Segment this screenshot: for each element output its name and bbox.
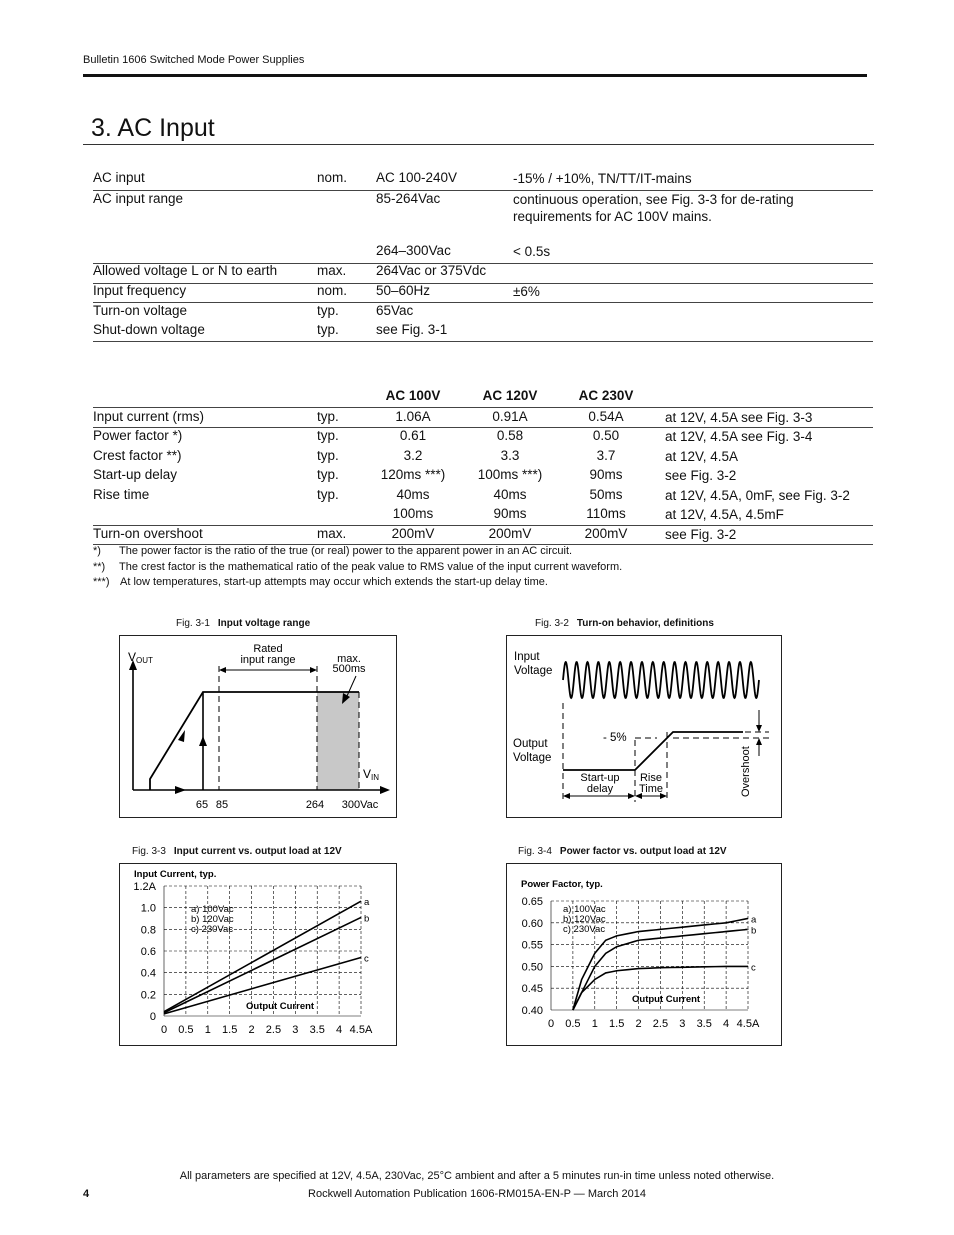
rated-label: Rated xyxy=(253,643,283,655)
publication-info: Rockwell Automation Publication 1606-RM015A-EN-P — March 2014 xyxy=(308,1188,646,1200)
x-tick-label: 3.5 xyxy=(309,1024,325,1036)
input-current-chart xyxy=(120,864,396,1045)
input-voltage-label: Input xyxy=(514,651,540,663)
y-tick-label: 0.2 xyxy=(140,989,156,1002)
pct-label: - 5% xyxy=(603,732,627,744)
series-label-a: a xyxy=(751,914,757,926)
max-label: max. xyxy=(337,653,361,665)
x-axis-title: Output Current xyxy=(632,994,701,1005)
x-tick-label: 0 xyxy=(547,1018,555,1030)
x-tick-label: 2.5 xyxy=(265,1024,282,1036)
x-tick-label: 0.5 xyxy=(565,1018,581,1030)
legend-entry: c) 230Vac xyxy=(563,924,606,935)
fig3-caption: Fig. 3-3 Input current vs. output load at 12V xyxy=(132,846,342,857)
tick-label: 65 xyxy=(195,799,209,811)
row-divider xyxy=(93,302,873,303)
running-header: Bulletin 1606 Switched Mode Power Supplies xyxy=(83,54,305,66)
legend-entry: a) 100Vac xyxy=(191,904,234,915)
x-tick-label: 4.5A xyxy=(349,1024,373,1036)
fig1-caption: Fig. 3-1 Input voltage range xyxy=(176,618,311,629)
header-rule xyxy=(83,74,867,77)
legend-entry: b) 120Vac xyxy=(191,914,234,925)
startup-label: Start-up xyxy=(580,772,620,784)
max-label-2: 500ms xyxy=(332,663,366,675)
x-tick-label: 2 xyxy=(635,1018,642,1030)
y-tick-label: 0.55 xyxy=(521,939,543,952)
title-rule xyxy=(83,144,874,145)
x-tick-label: 3.5 xyxy=(696,1018,712,1030)
vout-label: VOUT xyxy=(128,650,153,665)
y-tick-label: 0.4 xyxy=(140,967,156,980)
y-axis-title: Power Factor, typ. xyxy=(521,879,603,890)
legend-entry: c) 230Vac xyxy=(191,924,234,935)
y-tick-label: 0.50 xyxy=(521,961,543,974)
y-tick-label: 1.0 xyxy=(140,902,156,915)
x-tick-label: 4.5A xyxy=(736,1018,760,1030)
series-label-c: c xyxy=(751,962,756,974)
x-tick-label: 3 xyxy=(679,1018,686,1030)
row-divider xyxy=(93,407,873,408)
output-voltage-label: Output xyxy=(513,738,548,750)
page-number: 4 xyxy=(83,1188,90,1200)
x-tick-label: 1 xyxy=(204,1024,211,1036)
x-tick-label: 4 xyxy=(723,1018,730,1030)
x-tick-label: 1.5 xyxy=(609,1018,625,1030)
footer-note: All parameters are specified at 12V, 4.5A, 230Vac, 25°C ambient and after a 5 minutes run-in time unless noted otherwise. xyxy=(179,1170,775,1182)
legend-entry: b) 120Vac xyxy=(563,914,606,925)
series-label-c: c xyxy=(364,953,369,965)
y-tick-label: 0 xyxy=(149,1011,156,1023)
tick-label: 85 xyxy=(215,799,229,811)
fig4-power-factor-chart xyxy=(506,863,782,1046)
startup-label-2: delay xyxy=(586,783,614,795)
fig3-input-current-chart xyxy=(119,863,397,1046)
legend-entry: a) 100Vac xyxy=(563,904,606,915)
section-title: 3. AC Input xyxy=(91,114,215,142)
rise-label: Rise xyxy=(639,772,663,784)
output-voltage-label-2: Voltage xyxy=(513,752,552,764)
vin-label: VIN xyxy=(363,767,380,782)
x-tick-label: 1 xyxy=(591,1018,598,1030)
tick-label: 300Vac xyxy=(341,799,379,811)
input-voltage-label-2: Voltage xyxy=(514,665,553,677)
series-label-a: a xyxy=(364,897,370,909)
y-axis-title: Input Current, typ. xyxy=(134,869,217,880)
series-label-b: b xyxy=(364,913,370,925)
x-tick-label: 3 xyxy=(292,1024,299,1036)
fig2-caption: Fig. 3-2 Turn-on behavior, definitions xyxy=(535,618,714,629)
x-tick-label: 2.5 xyxy=(652,1018,669,1030)
x-tick-label: 4 xyxy=(336,1024,343,1036)
y-tick-label: 0.40 xyxy=(521,1005,543,1017)
x-tick-label: 1.5 xyxy=(222,1024,238,1036)
fig4-caption: Fig. 3-4 Power factor vs. output load at 12V xyxy=(518,846,727,857)
x-tick-label: 0 xyxy=(160,1024,168,1036)
x-axis-title: Output Current xyxy=(246,1001,315,1012)
y-tick-label: 0.60 xyxy=(521,917,543,930)
series-label-b: b xyxy=(751,925,757,937)
fig2-turn-on-behavior xyxy=(506,635,782,818)
y-tick-label: 0.8 xyxy=(140,924,156,937)
y-tick-label: 0.45 xyxy=(521,983,543,996)
power-factor-chart xyxy=(507,864,781,1045)
overshoot-label: Overshoot xyxy=(740,746,752,797)
fig1-input-voltage-range xyxy=(119,635,397,818)
rated-label-2: input range xyxy=(240,654,296,666)
x-tick-label: 2 xyxy=(248,1024,255,1036)
row-divider xyxy=(93,341,873,342)
rise-label-2: Time xyxy=(638,783,664,795)
tick-label: 264 xyxy=(305,799,325,811)
y-tick-label: 1.2A xyxy=(133,881,156,893)
y-tick-label: 0.65 xyxy=(521,896,543,908)
y-tick-label: 0.6 xyxy=(140,946,156,958)
x-tick-label: 0.5 xyxy=(178,1024,194,1036)
